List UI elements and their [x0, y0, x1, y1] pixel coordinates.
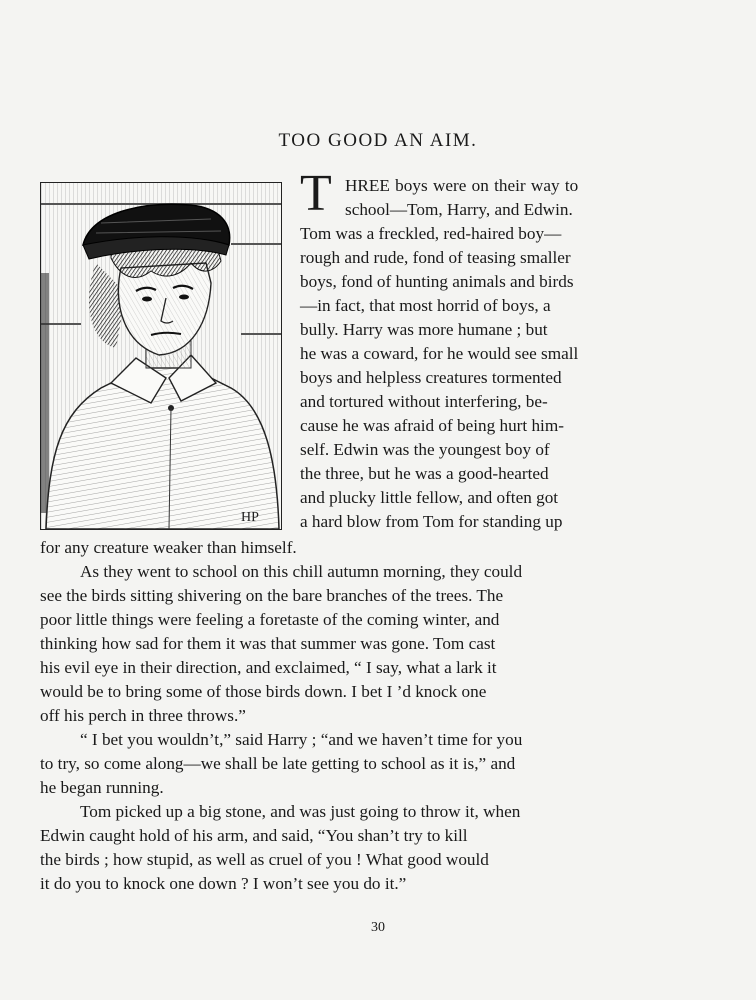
text-line: poor little things were feeling a foretaste of the coming winter, and — [40, 610, 500, 629]
text-line: see the birds sitting shivering on the bare branches of the trees. The — [40, 586, 504, 605]
illustrator-signature: HP — [241, 510, 259, 525]
text-line: for any creature weaker than himself. — [40, 538, 297, 557]
text-line: self. Edwin was the youngest boy of — [300, 440, 550, 459]
text-line: he was a coward, for he would see small — [300, 344, 579, 363]
text-line: and plucky little fellow, and often got — [300, 488, 559, 507]
text-line: and tortured without interfering, be- — [300, 392, 548, 411]
text-line: cause he was afraid of being hurt him- — [300, 416, 564, 435]
text-line: boys and helpless creatures tormented — [300, 368, 562, 387]
text-line: it do you to knock one down ? I won’t see you do it.” — [40, 874, 407, 893]
text-line: Tom picked up a big stone, and was just going to throw it, when — [80, 802, 521, 821]
text-line: off his perch in three throws.” — [40, 706, 246, 725]
text-line: to try, so come along—we shall be late getting to school as it is,” and — [40, 754, 516, 773]
text-line: a hard blow from Tom for standing up — [300, 512, 563, 531]
text-line: he began running. — [40, 778, 164, 797]
text-line: “ I bet you wouldn’t,” said Harry ; “and we haven’t time for you — [80, 730, 523, 749]
text-line: HREE boys were on their way to — [345, 176, 579, 195]
text-line: Edwin caught hold of his arm, and said, “You shan’t try to kill — [40, 826, 468, 845]
text-line: Tom was a freckled, red-haired boy— — [300, 224, 562, 243]
text-line: boys, fond of hunting animals and birds — [300, 272, 574, 291]
text-line: thinking how sad for them it was that summer was gone. Tom cast — [40, 634, 496, 653]
text-line: would be to bring some of those birds down. I bet I ’d knock one — [40, 682, 487, 701]
text-line: bully. Harry was more humane ; but — [300, 320, 548, 339]
text-line: —in fact, that most horrid of boys, a — [300, 296, 551, 315]
text-line: the birds ; how stupid, as well as cruel of you ! What good would — [40, 850, 489, 869]
drop-cap: T — [300, 165, 332, 222]
text-line: his evil eye in their direction, and exclaimed, “ I say, what a lark it — [40, 658, 497, 677]
page-number: 30 — [371, 920, 385, 935]
text-line: the three, but he was a good-hearted — [300, 464, 549, 483]
text-line: As they went to school on this chill autumn morning, they could — [80, 562, 523, 581]
chapter-title: TOO GOOD AN AIM. — [278, 130, 478, 151]
text-line: school—Tom, Harry, and Edwin. — [345, 200, 573, 219]
text-line: rough and rude, fond of teasing smaller — [300, 248, 571, 267]
